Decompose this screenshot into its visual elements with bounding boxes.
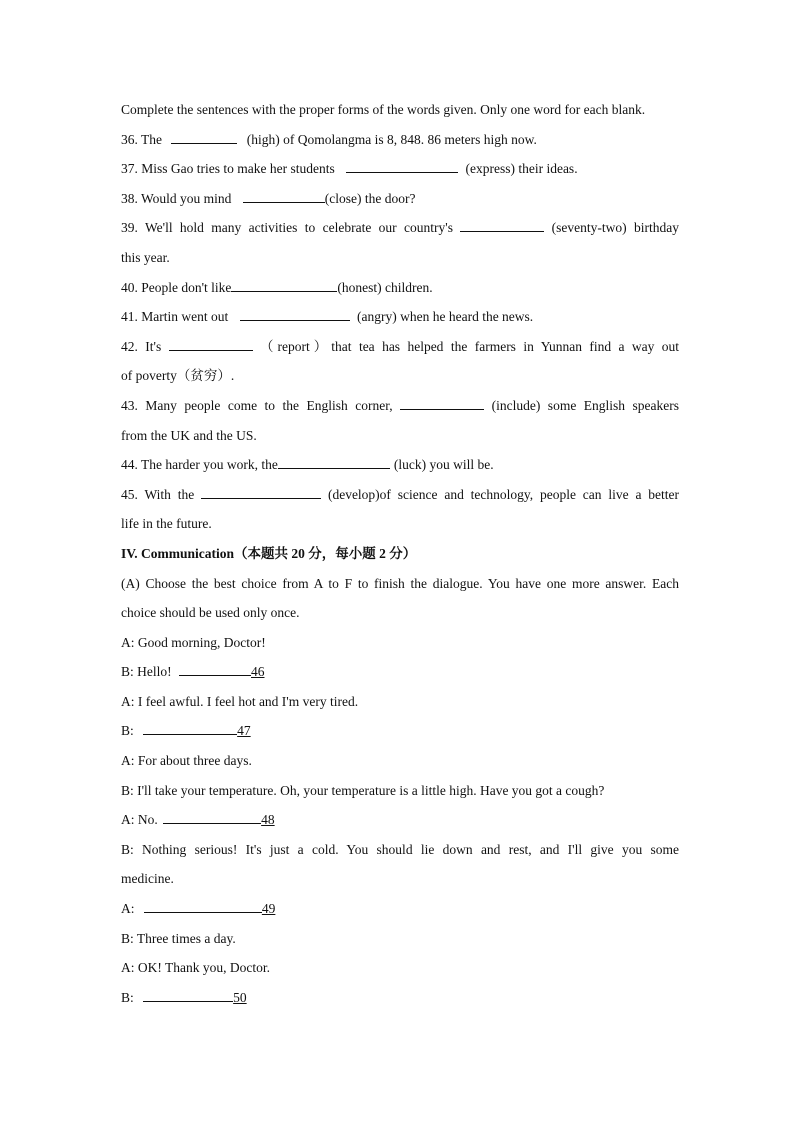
worksheet-page <box>121 95 679 1012</box>
q37-blank[interactable] <box>346 157 458 173</box>
q45-hint: (develop)of science and technology, people can live a better <box>327 486 680 502</box>
q38-hint: (close) the door? <box>324 190 416 206</box>
q45-text: 45. With the <box>121 486 195 502</box>
q42-hint: （report）that tea has helped the farmers in Yunnan find a way out <box>260 338 680 354</box>
dialogue-line-6: B: I'll take your temperature. Oh, your temperature is a little high. Have you got a cough? <box>121 782 605 798</box>
question-40 <box>121 273 679 303</box>
dialogue-line-8-cont: medicine. <box>121 871 174 887</box>
question-39 <box>121 213 679 243</box>
q40-blank[interactable] <box>231 276 337 292</box>
d7-text: A: No. <box>121 812 158 828</box>
q39-continuation: this year. <box>121 249 170 265</box>
q43-hint: (include) some English speakers <box>491 397 680 413</box>
q45-continuation: life in the future. <box>121 516 212 532</box>
q36-hint: (high) of Qomolangma is 8, 848. 86 meters high now. <box>246 131 537 147</box>
q43-blank[interactable] <box>400 394 484 410</box>
blank-49-number: 49 <box>261 901 276 917</box>
blank-47[interactable] <box>143 719 237 735</box>
dialogue-line-5: A: For about three days. <box>121 753 252 769</box>
q41-blank[interactable] <box>240 305 350 321</box>
q44-hint: (luck) you will be. <box>393 457 494 473</box>
section-heading: IV. Communication（本题共 20 分，每小题 2 分） <box>121 545 417 561</box>
q44-blank[interactable] <box>278 453 390 469</box>
d2-text: B: Hello! <box>121 664 172 680</box>
question-42 <box>121 332 679 362</box>
q40-hint: (honest) children. <box>337 279 433 295</box>
blank-50-number: 50 <box>233 989 247 1005</box>
dialogue-line-8: B: Nothing serious! It's just a cold. You should lie down and rest, and I'll give you some <box>121 841 679 857</box>
blank-50[interactable] <box>143 986 233 1002</box>
dialogue-line-2 <box>121 657 679 687</box>
question-43 <box>121 391 679 421</box>
q38-blank[interactable] <box>243 187 325 203</box>
dialogue-line-10: B: Three times a day. <box>121 930 236 946</box>
question-38 <box>121 184 679 214</box>
q37-text: 37. Miss Gao tries to make her students <box>121 161 335 177</box>
blank-48-number: 48 <box>261 812 275 828</box>
q42-continuation: of poverty（贫穷）. <box>121 368 235 384</box>
q39-hint: (seventy-two) birthday <box>551 220 679 236</box>
dialogue-line-9 <box>121 894 679 924</box>
dialogue-line-1: A: Good morning, Doctor! <box>121 634 266 650</box>
q45-blank[interactable] <box>201 483 321 499</box>
instructions: Complete the sentences with the proper forms of the words given. Only one word for each blank. <box>121 102 646 117</box>
q41-text: 41. Martin went out <box>121 309 229 325</box>
section-instructions-1: (A) Choose the best choice from A to F to finish the dialogue. You have one more answer. Each <box>121 575 679 591</box>
blank-49[interactable] <box>144 897 262 913</box>
q42-text: 42. It's <box>121 338 162 354</box>
q40-text: 40. People don't like <box>121 279 232 295</box>
question-44 <box>121 450 679 480</box>
q43-text: 43. Many people come to the English corner, <box>121 397 393 413</box>
dialogue-line-4 <box>121 716 679 746</box>
q44-text: 44. The harder you work, the <box>121 457 278 473</box>
q38-text: 38. Would you mind <box>121 190 232 206</box>
q36-blank[interactable] <box>171 128 237 144</box>
q42-blank[interactable] <box>169 335 253 351</box>
q37-hint: (express) their ideas. <box>465 161 578 177</box>
question-45 <box>121 480 679 510</box>
blank-47-number: 47 <box>237 723 251 739</box>
q43-continuation: from the UK and the US. <box>121 427 257 443</box>
dialogue-line-7 <box>121 805 679 835</box>
q41-hint: (angry) when he heard the news. <box>357 309 534 325</box>
blank-46-number: 46 <box>251 664 265 680</box>
dialogue-line-12 <box>121 983 679 1013</box>
q39-blank[interactable] <box>460 216 544 232</box>
d9-text: A: <box>121 901 135 917</box>
blank-48[interactable] <box>163 808 261 824</box>
d4-text: B: <box>121 723 134 739</box>
dialogue-line-3: A: I feel awful. I feel hot and I'm very tired. <box>121 693 359 709</box>
blank-46[interactable] <box>179 660 251 676</box>
question-41 <box>121 302 679 332</box>
dialogue-line-11: A: OK! Thank you, Doctor. <box>121 960 270 976</box>
question-36 <box>121 125 679 155</box>
q36-text: 36. The <box>121 131 162 147</box>
q39-text: 39. We'll hold many activities to celebrate our country's <box>121 220 453 236</box>
question-37 <box>121 154 679 184</box>
d12-text: B: <box>121 989 134 1005</box>
section-instructions-2: choice should be used only once. <box>121 605 300 621</box>
